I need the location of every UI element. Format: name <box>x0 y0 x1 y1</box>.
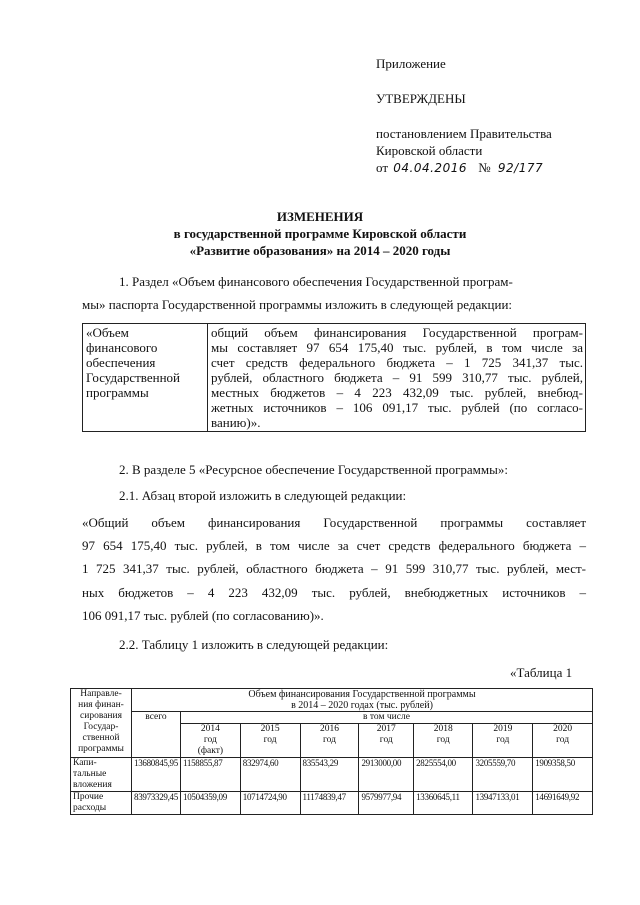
appendix-label: Приложение <box>376 56 446 71</box>
cell-value: 1158855,87 <box>181 758 241 792</box>
table-row <box>71 758 593 792</box>
row-name-other <box>71 792 132 815</box>
header-total: всего <box>132 712 181 758</box>
header-directions-line: ния финан- <box>78 700 124 710</box>
year-word: год <box>496 735 510 745</box>
section1-line-1: 1. Раздел «Объем финансового обеспечения Государственной програм- <box>119 274 513 289</box>
header-year-2019 <box>473 724 533 758</box>
year-word: год <box>436 735 450 745</box>
section2-paragraph-2: 2.1. Абзац второй изложить в следующей редакции: <box>119 488 407 503</box>
year-word: год <box>322 735 336 745</box>
from-label: от <box>376 160 389 175</box>
header-year-2016 <box>300 724 359 758</box>
cell-value: 2913000,00 <box>359 758 414 792</box>
section2-paragraph-3: 2.2. Таблицу 1 изложить в следующей редакции: <box>119 637 389 652</box>
header-year-2020 <box>533 724 593 758</box>
passport-left-line: Государственной <box>86 370 181 385</box>
section2-paragraph-1: 2. В разделе 5 «Ресурсное обеспечение Государственной программы»: <box>119 462 508 477</box>
passport-right-line: жетных источников – 106 091,17 тыс. рублей (по согласо- <box>211 400 583 415</box>
cell-value: 14691649,92 <box>533 792 593 815</box>
header-directions <box>71 689 132 758</box>
passport-right-line: рублей, областного бюджета – 91 599 310,77 тыс. рублей, <box>211 370 583 385</box>
row-name-line: Прочие <box>73 792 104 802</box>
handwritten-number: 92/177 <box>497 161 544 175</box>
year-label: 2014 <box>200 724 220 734</box>
financing-table <box>70 688 593 815</box>
header-directions-line: Государ- <box>83 722 119 732</box>
cell-value: 1909358,50 <box>533 758 593 792</box>
table-row <box>71 792 593 815</box>
decree-line-1: постановлением Правительства <box>376 126 552 141</box>
decree-date-line <box>376 160 543 176</box>
cell-value: 11174839,47 <box>300 792 359 815</box>
header-financing-line: Объем финансирования Государственной программы <box>248 689 476 700</box>
row-name-line: вложения <box>73 780 112 790</box>
year-label: 2020 <box>553 724 573 734</box>
cell-value: 10504359,09 <box>181 792 241 815</box>
header-directions-line: сирования <box>80 711 122 721</box>
passport-left-line: «Объем <box>86 325 129 340</box>
passport-right-line: общий объем финансирования Государственной програм- <box>211 325 583 340</box>
year-note: (факт) <box>197 746 224 756</box>
passport-left-line: финансового <box>86 340 158 355</box>
cell-value: 13360645,11 <box>414 792 473 815</box>
quote-line: 1 725 341,37 тыс. рублей, областного бюджета – 91 599 310,77 тыс. рублей, мест- <box>82 561 586 576</box>
header-including: в том числе <box>181 712 593 724</box>
passport-left-line: программы <box>86 385 149 400</box>
quote-last-line: 106 091,17 тыс. рублей (по согласованию)». <box>82 608 324 623</box>
passport-right-cell <box>208 324 586 432</box>
header-year-2015 <box>240 724 300 758</box>
row-name-line: тальные <box>73 769 107 779</box>
section1-line-2: мы» паспорта Государственной программы изложить в следующей редакции: <box>82 297 513 312</box>
quote-line: ных бюджетов – 4 223 432,09 тыс. рублей, внебюджетных источников – <box>82 585 586 600</box>
quote-line: «Общий объем финансирования Государственной программы составляет <box>82 515 586 530</box>
doc-title: ИЗМЕНЕНИЯ <box>276 209 364 224</box>
cell-value: 9579977,94 <box>359 792 414 815</box>
year-word: год <box>203 735 217 745</box>
year-word: год <box>263 735 277 745</box>
year-label: 2017 <box>376 724 396 734</box>
handwritten-date: 04.04.2016 <box>393 161 467 175</box>
passport-right-line: ванию)». <box>211 415 261 430</box>
passport-table <box>82 323 586 432</box>
passport-right-line: местных бюджетов – 4 223 432,09 тыс. рублей, внебюд- <box>211 385 583 400</box>
year-label: 2015 <box>260 724 280 734</box>
cell-value: 2825554,00 <box>414 758 473 792</box>
approved-label: УТВЕРЖДЕНЫ <box>376 91 466 106</box>
cell-value: 13680845,95 <box>132 758 181 792</box>
passport-right-line: мы составляет 97 654 175,40 тыс. рублей, в том числе за <box>211 340 583 355</box>
passport-left-line: обеспечения <box>86 355 156 370</box>
year-word: год <box>556 735 570 745</box>
quote-line: 97 654 175,40 тыс. рублей, в том числе за счет средств федерального бюджета – <box>82 538 586 553</box>
doc-subtitle-1: в государственной программе Кировской области <box>173 226 467 241</box>
year-label: 2019 <box>493 724 513 734</box>
row-name-line: Капи- <box>73 758 97 768</box>
cell-value: 832974,60 <box>240 758 300 792</box>
header-financing-line: в 2014 – 2020 годах (тыс. рублей) <box>291 700 433 711</box>
passport-right-line: счет средств федерального бюджета – 1 725 341,37 тыс. <box>211 355 583 370</box>
year-word: год <box>379 735 393 745</box>
header-financing-volume <box>132 689 593 712</box>
cell-value: 3205559,70 <box>473 758 533 792</box>
header-year-2018 <box>414 724 473 758</box>
row-name-line: расходы <box>73 803 107 813</box>
table-caption: «Таблица 1 <box>510 665 573 680</box>
doc-subtitle-2: «Развитие образования» на 2014 – 2020 годы <box>189 243 451 258</box>
number-label: № <box>478 160 491 175</box>
year-label: 2018 <box>433 724 453 734</box>
header-year-2017 <box>359 724 414 758</box>
passport-left-cell <box>83 324 208 432</box>
header-directions-line: Направле- <box>80 689 122 699</box>
header-directions-line: программы <box>78 744 124 754</box>
row-name-capital <box>71 758 132 792</box>
cell-value: 13947133,01 <box>473 792 533 815</box>
header-directions-line: ственной <box>82 733 120 743</box>
cell-value: 835543,29 <box>300 758 359 792</box>
cell-value: 10714724,90 <box>240 792 300 815</box>
header-year-2014 <box>181 724 241 758</box>
cell-value: 83973329,45 <box>132 792 181 815</box>
decree-line-2: Кировской области <box>376 143 483 158</box>
year-label: 2016 <box>319 724 339 734</box>
